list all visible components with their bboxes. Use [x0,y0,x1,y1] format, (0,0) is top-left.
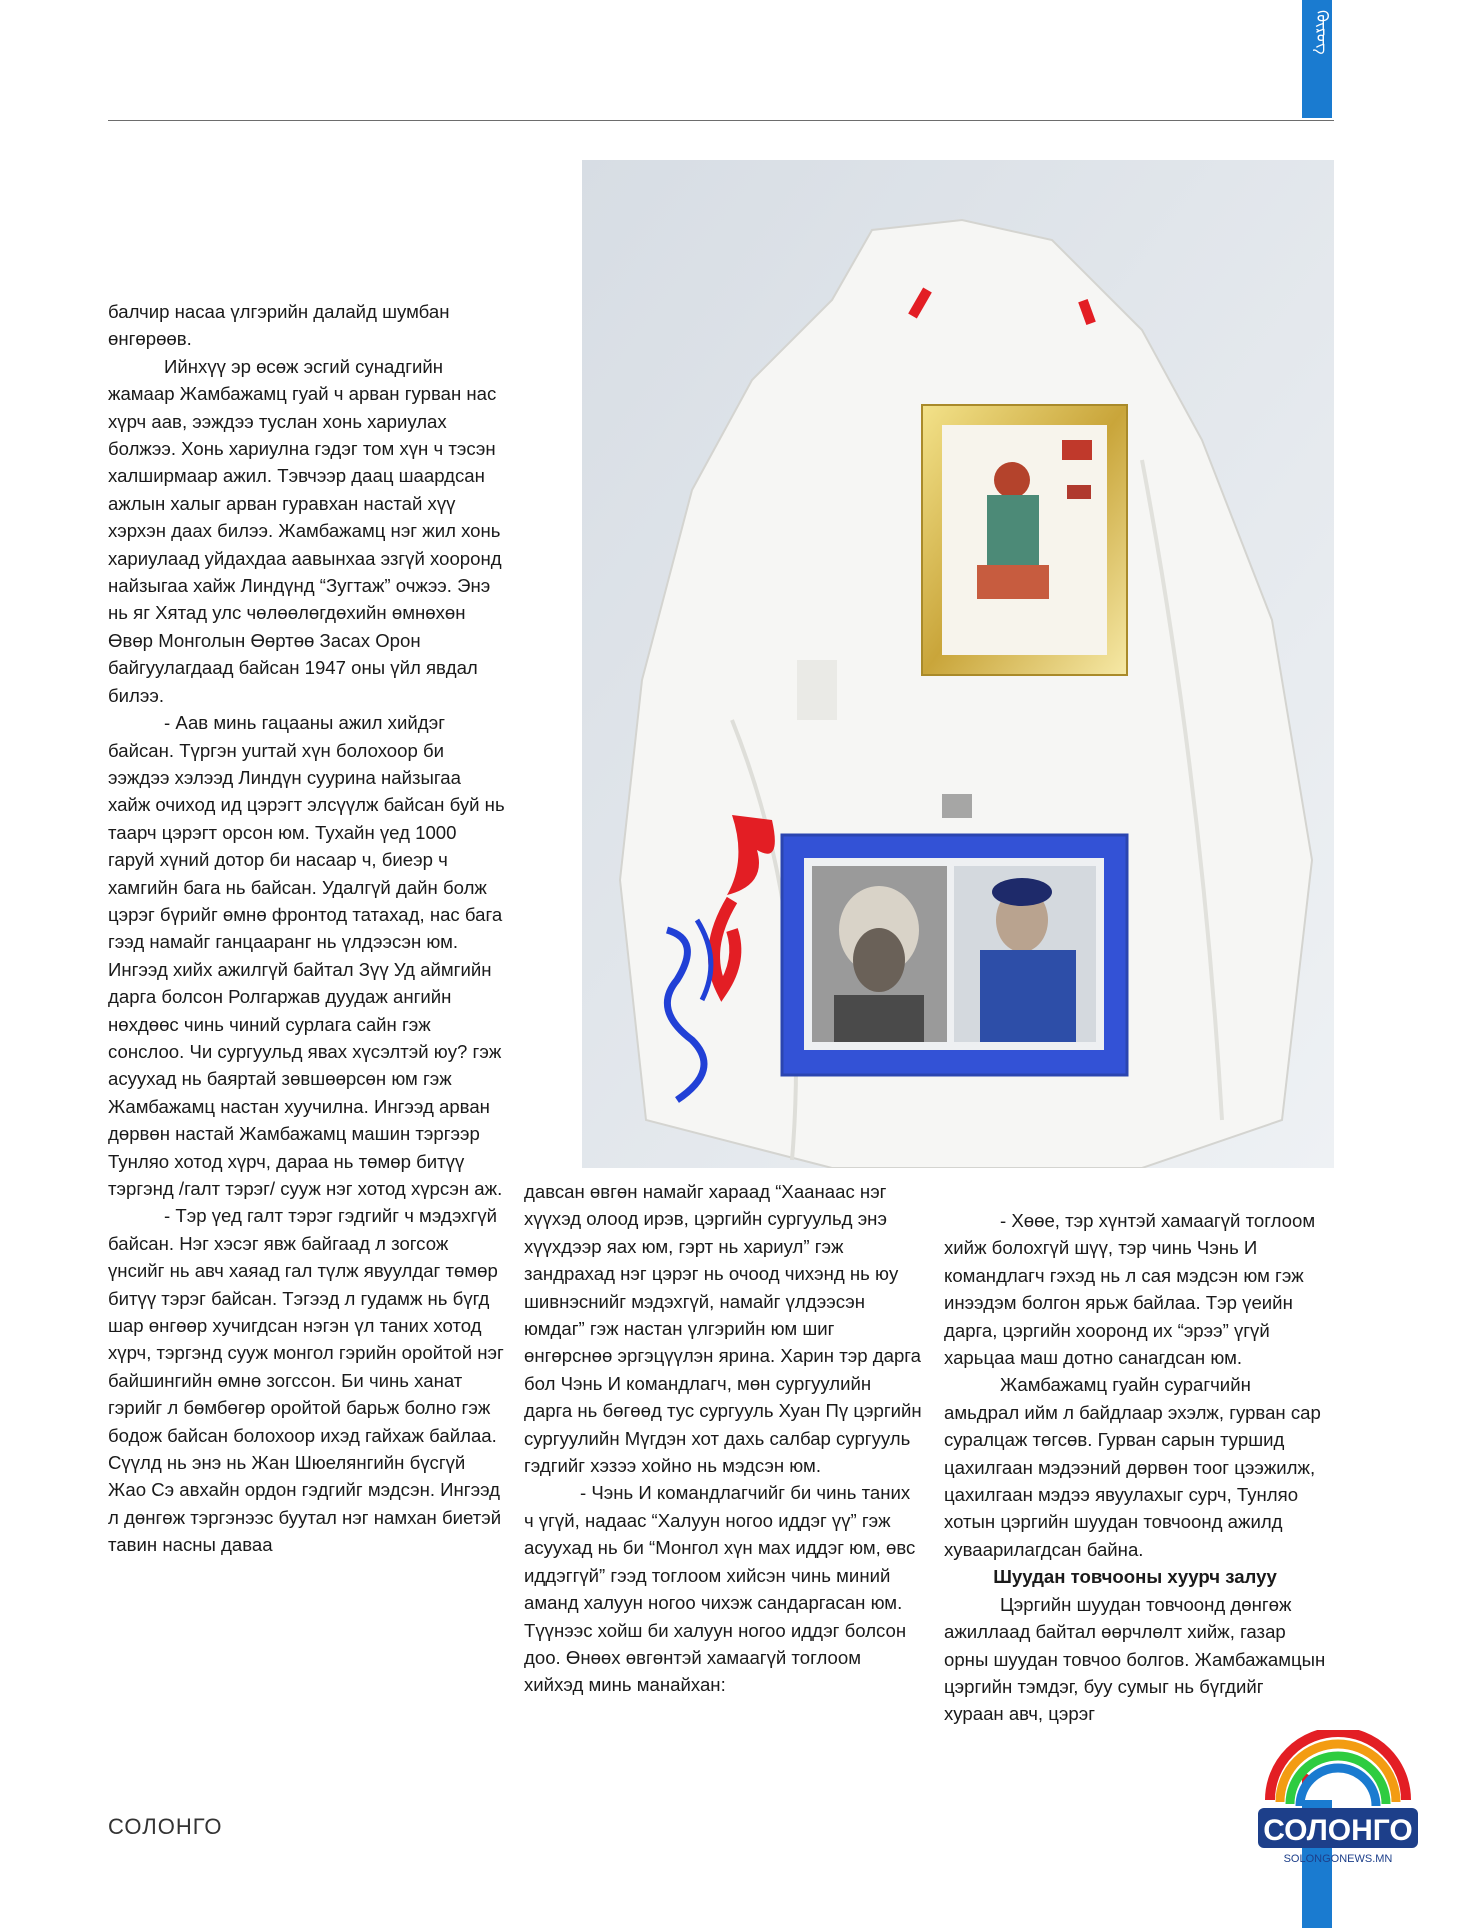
framed-portraits-illustration [582,160,1334,1168]
article-photo [582,160,1334,1168]
paragraph: - Тэр үед галт тэрэг гэдгийг ч мэдэхгүй байсан. Нэг хэсэг явж байгаад л зогсож үнсийг нь авч хаяад гал түлж явуулдаг төмөр битүү тэрэг байсан. Тэгээд л гудамж нь бүгд шар өнгөөр хучигдсан нэгэн үл таних хотод хүрч, тэргэнд сууж монгол гэрийн оройтой нэг байшингийн өмнө зогссон. Би чинь ханат гэрийг л бөмбөгөр оройтой барьж болно гэж бодож байсан болохоор ихэд гайхаж байлаа. Сүүлд нь энэ нь Жан Шюелянгийн бүсгүй Жао Сэ авхайн ордон гэдгийг мэдсэн. Ингээд л дөнгөж тэргэнээс буутал нэг намхан биетэй тавин насны даваа [108,1205,504,1556]
section-heading: Шуудан товчооны хуурч залуу [993,1566,1277,1588]
article-column-3 [944,1207,1326,1728]
article-column-2 [524,1178,922,1699]
logo-url: SOLONGONEWS.MN [1283,1853,1393,1865]
paragraph: - Чэнь И командлагчийг би чинь таних ч үгүй, надаас “Халуун ногоо иддэг үү” гэж асуухад нь би “Монгол хүн мах иддэг юм, өвс иддэггүй” гээд тоглоом хийсэн чинь миний аманд халуун ногоо чихэж сандаргасан юм. Түүнээс хойш би халуун ногоо иддэг болсон доо. Өнөөх өвгөнтэй хамаагүй тоглоом хийхэд минь манайхан: [524,1482,916,1696]
paragraph: Цэргийн шуудан товчоонд дөнгөж ажиллаад байтал өөрчлөлт хийж, газар орны шуудан товчоо болгов. Жамбажамцын цэргийн тэмдэг, буу сумыг нь бүгдийг хураан авч, цэрэг [944,1593,1326,1725]
paragraph: - Хөөе, тэр хүнтэй хамаагүй тоглоом хийж болохгүй шүү, тэр чинь Чэнь И командлагч гэхэд нь л сая мэдсэн юм гэж инээдэм болгон ярьж байлаа. Тэр үеийн дарга, цэргийн хооронд их “эрээ” үгүй харьцаа маш дотно санагдсан юм. [944,1210,1316,1369]
paragraph: давсан өвгөн намайг хараад “Хаанаас нэг хүүхэд олоод ирэв, цэргийн сургуульд энэ хүүхдээр яах юм, гэрт нь хариул” гэж зандрахад нэг цэрэг нь очоод чихэнд нь юу шивнэснийг мэдэхгүй, намайг үлдээсэн юмдаг” гэж настан үлгэрийн юм шиг өнгөрснөө эргэцүүлэн ярина. Харин тэр дарга бол Чэнь И командлагч, мөн сургуулийн дарга нь бөгөөд тус сургууль Хуан Пү цэргийн сургуулийн Мүгдэн хот дахь салбар сургууль гэдгийг хэзээ хойно нь мэдсэн юм. [524,1181,922,1477]
article-column-1 [108,298,508,1559]
logo-name: СОЛОНГО [1263,1814,1413,1847]
magazine-name: СОЛОНГО [108,1814,223,1839]
paragraph: балчир насаа үлгэрийн далайд шумбан өнгөрөөв. [108,301,450,350]
paragraph: - Аав минь гацааны ажил хийдэг байсан. Түргэн уurтай хүн болохоор би ээждээ хэлээд Линдүн суурина найзыгаа хайж очиход ид цэрэгт элсүүлж байсан буй нь таарч цэрэгт орсон юм. Тухайн үед 1000 гаруй хүний дотор би насаар ч, биеэр ч хамгийн бага нь байсан. Удалгүй дайн болж цэрэг бүрийг өмнө фронтод татахад, нас бага гээд намайг ганцааранг нь үлдээсэн юм. Ингээд хийх ажилгүй байтал Зүү Уд аймгийн дарга болсон Ролгаржав дуудаж ангийн нөхдөөс чинь чиний сурлага сайн гэж сонслоо. Чи сургуульд явах хүсэлтэй юу? гэж асуухад нь баяртай зөвшөөрсөн юм гэж Жамбажамц настан хуучилна. Ингээд арван дөрвөн настай Жамбажамц машин тэргээр Тунляо хотод хүрч, дараа нь төмөр битүү тэргэнд /галт тэрэг/ сууж нэг хотод хүрсэн аж. [108,712,505,1199]
paragraph: Жамбажамц гуайн сурагчийн амьдрал ийм л байдлаар эхэлж, гурван сар суралцаж төгсөв. Гурван сарын туршид цахилгаан мэдээний дөрвөн тоог цээжилж, цахилгаан мэдээ явуулахыг сурч, Тунляо хотын цэргийн шуудан товчоонд ажилд хуваарилагдсан байна. [944,1374,1321,1560]
solongo-logo [1248,1730,1428,1880]
header-rule [108,120,1334,121]
section-tab [1302,0,1332,118]
section-tab-label: ᠬᠥᠷᠥᠭ [1313,10,1332,55]
paragraph: Ийнхүү эр өсөж эсгий сунадгийн жамаар Жамбажамц гуай ч арван гурван нас хүрч аав, ээждээ туслан хонь хариулах болжээ. Хонь хариулна гэдэг том хүн ч тэсэн халширмаар ажил. Тэвчээр даац шаардсан ажлын халыг арван гуравхан настай хүү хэрхэн даах билээ. Жамбажамц нэг жил хонь хариулаад уйдахдаа аавынхаа эзгүй хооронд найзыгаа хайж Линдүнд “Зугтаж” очжээ. Энэ нь яг Хятад улс чөлөөлөгдөхийн өмнөхөн Өвөр Монголын Өөртөө Засах Орон байгуулагдаад байсан 1947 оны үйл явдал билээ. [108,355,502,706]
